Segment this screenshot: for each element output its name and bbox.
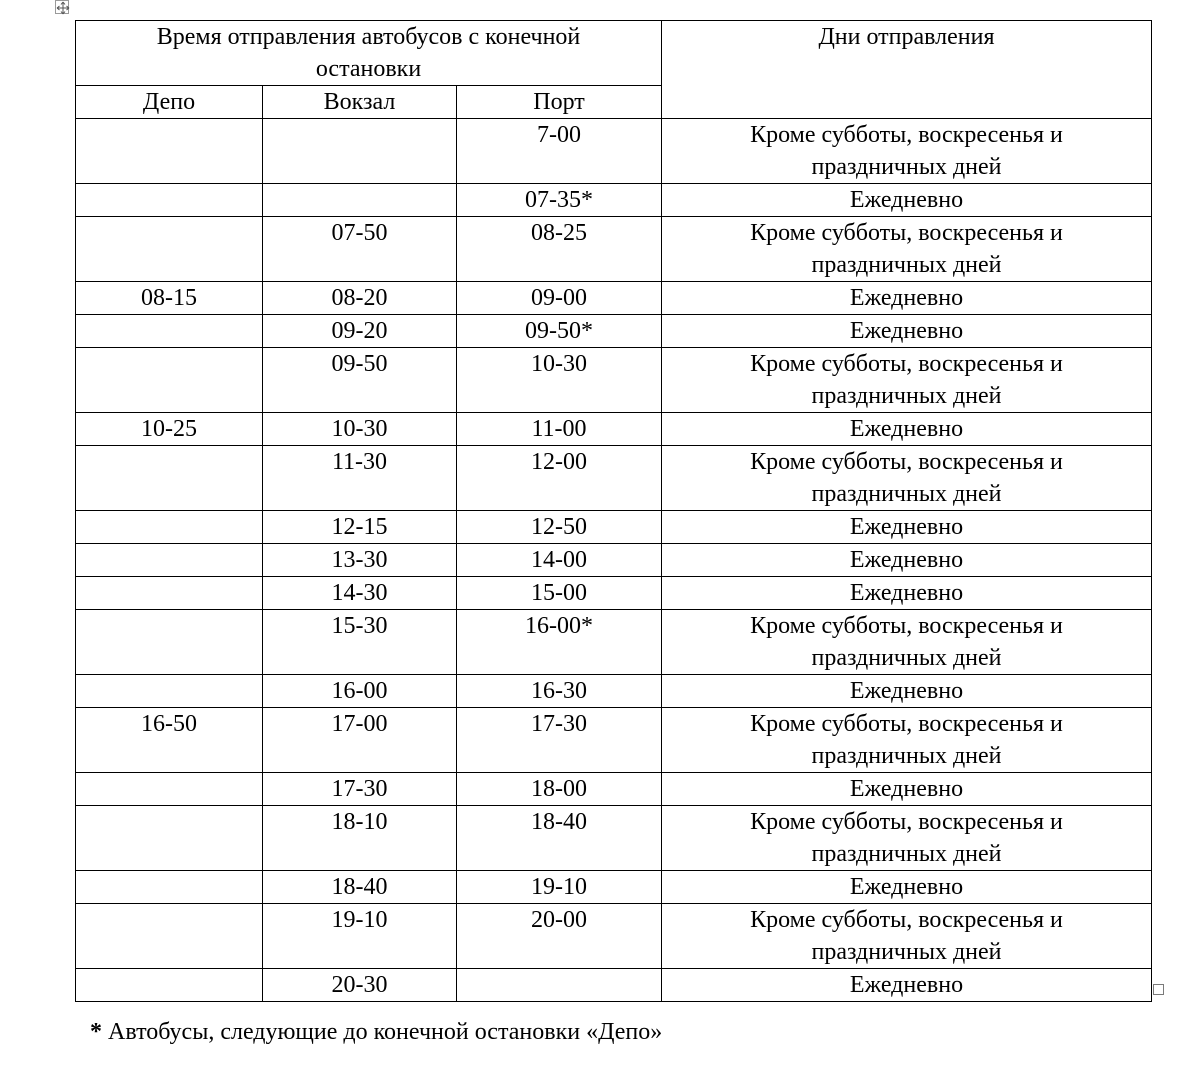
cell-depo xyxy=(76,610,263,675)
cell-days: Кроме субботы, воскресенья и праздничных дней xyxy=(662,610,1152,675)
schedule-table xyxy=(75,20,1152,1002)
cell-port: 19-10 xyxy=(457,871,662,904)
cell-depo xyxy=(76,348,263,413)
cell-vokzal: 13-30 xyxy=(263,544,457,577)
cell-port: 14-00 xyxy=(457,544,662,577)
cell-port: 18-40 xyxy=(457,806,662,871)
cell-vokzal: 15-30 xyxy=(263,610,457,675)
cell-port: 08-25 xyxy=(457,217,662,282)
cell-port: 07-35* xyxy=(457,184,662,217)
table-row xyxy=(76,119,1152,184)
cell-vokzal: 07-50 xyxy=(263,217,457,282)
table-row xyxy=(76,217,1152,282)
cell-depo xyxy=(76,544,263,577)
cell-days: Ежедневно xyxy=(662,871,1152,904)
cell-vokzal: 20-30 xyxy=(263,969,457,1002)
cell-depo xyxy=(76,871,263,904)
column-header-port: Порт xyxy=(457,86,662,119)
column-header-depo: Депо xyxy=(76,86,263,119)
cell-days: Кроме субботы, воскресенья и праздничных дней xyxy=(662,904,1152,969)
cell-depo xyxy=(76,806,263,871)
table-row xyxy=(76,806,1152,871)
cell-depo xyxy=(76,904,263,969)
cell-depo xyxy=(76,119,263,184)
cell-depo xyxy=(76,773,263,806)
table-move-handle-icon[interactable] xyxy=(55,0,69,14)
table-row xyxy=(76,282,1152,315)
cell-days: Кроме субботы, воскресенья и праздничных дней xyxy=(662,348,1152,413)
cell-vokzal xyxy=(263,119,457,184)
table-row xyxy=(76,315,1152,348)
cell-vokzal: 14-30 xyxy=(263,577,457,610)
table-row xyxy=(76,544,1152,577)
cell-vokzal: 10-30 xyxy=(263,413,457,446)
cell-days: Ежедневно xyxy=(662,577,1152,610)
cell-depo xyxy=(76,675,263,708)
cell-days: Ежедневно xyxy=(662,773,1152,806)
table-row xyxy=(76,446,1152,511)
cell-vokzal: 18-40 xyxy=(263,871,457,904)
cell-vokzal: 17-00 xyxy=(263,708,457,773)
time-group-header: Время отправления автобусов с конечной остановки xyxy=(76,21,662,86)
cell-days: Ежедневно xyxy=(662,184,1152,217)
footnote: * Автобусы, следующие до конечной остановки «Депо» xyxy=(90,1019,663,1045)
cell-depo xyxy=(76,315,263,348)
cell-vokzal: 17-30 xyxy=(263,773,457,806)
cell-port: 09-00 xyxy=(457,282,662,315)
cell-vokzal xyxy=(263,184,457,217)
table-row xyxy=(76,773,1152,806)
cell-depo: 08-15 xyxy=(76,282,263,315)
cell-depo xyxy=(76,446,263,511)
header-row-top xyxy=(76,21,1152,86)
cell-port: 16-00* xyxy=(457,610,662,675)
cell-port: 09-50* xyxy=(457,315,662,348)
cell-port xyxy=(457,969,662,1002)
cell-days: Ежедневно xyxy=(662,413,1152,446)
cell-vokzal: 11-30 xyxy=(263,446,457,511)
cell-days: Ежедневно xyxy=(662,675,1152,708)
cell-vokzal: 12-15 xyxy=(263,511,457,544)
cell-days: Кроме субботы, воскресенья и праздничных дней xyxy=(662,708,1152,773)
table-row xyxy=(76,184,1152,217)
table-row xyxy=(76,708,1152,773)
cell-days: Кроме субботы, воскресенья и праздничных дней xyxy=(662,446,1152,511)
cell-days: Ежедневно xyxy=(662,544,1152,577)
cell-days: Ежедневно xyxy=(662,511,1152,544)
cell-depo: 10-25 xyxy=(76,413,263,446)
cell-port: 18-00 xyxy=(457,773,662,806)
table-row xyxy=(76,577,1152,610)
cell-depo xyxy=(76,969,263,1002)
cell-days: Кроме субботы, воскресенья и праздничных дней xyxy=(662,217,1152,282)
cell-port: 11-00 xyxy=(457,413,662,446)
move-arrows-icon xyxy=(56,1,70,15)
cell-port: 10-30 xyxy=(457,348,662,413)
cell-days: Ежедневно xyxy=(662,969,1152,1002)
table-row xyxy=(76,904,1152,969)
cell-vokzal: 09-20 xyxy=(263,315,457,348)
cell-port: 7-00 xyxy=(457,119,662,184)
cell-vokzal: 09-50 xyxy=(263,348,457,413)
cell-port: 17-30 xyxy=(457,708,662,773)
table-row xyxy=(76,610,1152,675)
cell-port: 12-50 xyxy=(457,511,662,544)
cell-days: Кроме субботы, воскресенья и праздничных дней xyxy=(662,119,1152,184)
table-resize-handle-icon[interactable] xyxy=(1153,984,1164,995)
days-header: Дни отправления xyxy=(662,21,1152,119)
table-row xyxy=(76,969,1152,1002)
cell-depo xyxy=(76,184,263,217)
cell-days: Ежедневно xyxy=(662,315,1152,348)
cell-port: 16-30 xyxy=(457,675,662,708)
cell-depo: 16-50 xyxy=(76,708,263,773)
cell-days: Кроме субботы, воскресенья и праздничных дней xyxy=(662,806,1152,871)
cell-vokzal: 19-10 xyxy=(263,904,457,969)
table-row xyxy=(76,511,1152,544)
table-row xyxy=(76,871,1152,904)
column-header-vokzal: Вокзал xyxy=(263,86,457,119)
cell-vokzal: 18-10 xyxy=(263,806,457,871)
cell-vokzal: 16-00 xyxy=(263,675,457,708)
cell-port: 20-00 xyxy=(457,904,662,969)
table-row xyxy=(76,413,1152,446)
cell-depo xyxy=(76,577,263,610)
cell-port: 15-00 xyxy=(457,577,662,610)
cell-depo xyxy=(76,217,263,282)
cell-vokzal: 08-20 xyxy=(263,282,457,315)
table-row xyxy=(76,675,1152,708)
table-row xyxy=(76,348,1152,413)
cell-days: Ежедневно xyxy=(662,282,1152,315)
cell-port: 12-00 xyxy=(457,446,662,511)
schedule-body xyxy=(76,119,1152,1002)
cell-depo xyxy=(76,511,263,544)
